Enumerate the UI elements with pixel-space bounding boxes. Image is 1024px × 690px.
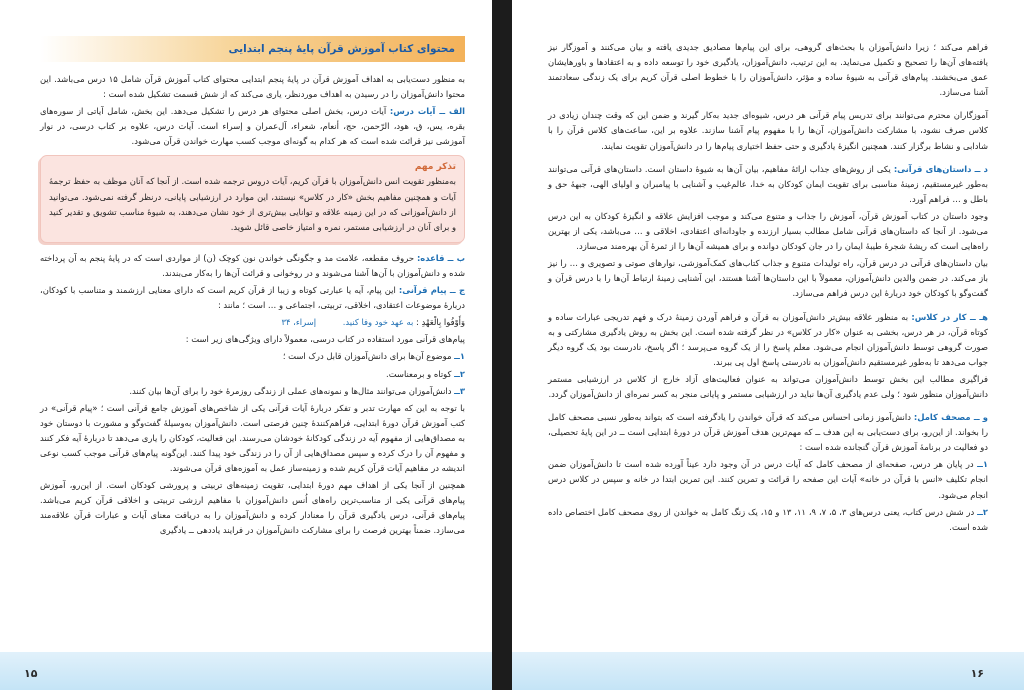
footer-strip (0, 652, 492, 690)
feature-2-text: کوتاه و برمعناست. (386, 368, 452, 379)
section-d-body: یکی از روش‌های جذاب ارائهٔ مفاهیم، بیان آن‌ها به شیوهٔ داستان است. داستان‌های قرآنی می‌توانند به‌طور غیرمستقیم، زمینهٔ مناسبی برای تقویت ایمان کودکان به خدا، عالم‌غیب و آشنایی با پیامبران و اولیای الهی، جبههٔ حق و باطل و … فراهم آورد. (548, 163, 988, 204)
features-intro: پیام‌های قرآنی مورد استفاده در کتاب درسی، معمولاً دارای ویژگی‌های زیر است : (185, 334, 465, 345)
stories-paragraph: وجود داستان در کتاب آموزش قرآن، آموزش را جذاب و متنوع می‌کند و موجب افزایش علاقه و انگیزهٔ کودکان به این درس می‌شود. از آنجا که داستان‌های قرآنی شامل مطالب بسیار ارزنده و جاودانه‌ای اعتقادی، اخلاقی و … می‌باشد، یکی از بهترین راه‌هایی است که ریشهٔ شجرهٔ طیبهٔ ایمان را در جان کودکان دوانده و برای همیشه آن‌ها را از ثمرهٔ آن بهره‌مند می‌سازد. (548, 210, 988, 252)
verse-translation: به عهد خود وفا کنید. (342, 317, 414, 328)
page-16 (512, 0, 1024, 690)
section-b-body: حروف مقطعه، علامت مد و جگونگی خواندن نون کوچک (ن) از مواردی است که در پایهٔ پنجم به آن پرداخته شده و دانش‌آموزان با آن‌ها آشنا می‌شوند و در روخوانی و قرائت آن‌ها را به‌کار می‌بندند. (40, 252, 465, 278)
section-f-lead: و ــ مصحف کامل: (913, 412, 988, 423)
section-b-lead: ب ــ قاعده: (416, 252, 465, 263)
class-work-paragraph: فراگیری مطالب این بخش توسط دانش‌آموزان می‌تواند به عنوان فعالیت‌های آزاد خارج از کلاس در ارزشیابی مستمر دانش‌آموزان منظور شود ؛ ولی عدم یادگیری آن‌ها نباید در ارزشیابی مستمر و پایانی منجر به کسر نمره‌ای از دانش‌آموزان گردد. (548, 373, 988, 399)
tadabbor-paragraph: با توجه به این که مهارت تدبر و تفکر دربارهٔ آیات قرآنی یکی از شاخص‌های آموزش جامع قرآنی است ؛ «پیام قرآنی» در کتب آموزش قرآن دورهٔ ابتدایی، فراهم‌کنندهٔ چنین فرصتی است. دانش‌آموزان به‌وسیلهٔ گفت‌وگو و مشورت با دوستان خود به مصداق‌هایی از مفهوم آیه در زندگی کودکانهٔ خودشان می‌رسند. این فعالیت، کودکان را یاری می‌دهد تا دربارهٔ آیه فکر کنند و مفهوم آن را درک کرده و سپس مصداق‌هایی از آن را در زندگی خود پیدا کنند. این‌گونه پیام‌های قرآنی موجب کسب نوعی اندیشه در مفاهیم آیات قرآن کریم شده و زمینه‌ساز عمل به آموزه‌های قرآن می‌شوند. (40, 402, 465, 474)
note-title: تذکر مهم (414, 162, 456, 173)
page-15-content (40, 36, 465, 541)
section-a-paragraph (40, 104, 465, 149)
section-a-lead: الف ــ آیات درس: (389, 106, 465, 117)
section-c-body: این پیام، آیه یا عبارتی کوتاه و زیبا از قرآن کریم است که دارای معنایی ارزشمند و متناسب با کودکان، دربارهٔ موضوعات اعتقادی، اخلاقی، تربیتی، اجتماعی و … است ؛ مانند : (40, 285, 465, 311)
feature-3-number: ۳ــ (454, 385, 465, 396)
page-16-content (548, 40, 988, 537)
feature-item-3 (40, 384, 465, 399)
page-15 (0, 0, 492, 690)
feature-1-text: موضوع آن‌ها برای دانش‌آموزان قابل درک است ؛ (282, 351, 452, 362)
page-number: ۱۵ (24, 667, 38, 680)
feature-item-1 (40, 349, 465, 364)
feature-3-text: دانش‌آموزان می‌توانند مثال‌ها و نمونه‌های عملی از زندگی روزمرهٔ خود را برای آن‌ها بیان کنند. (129, 385, 452, 396)
verse-reference: إسراء، ۳۴ (281, 317, 317, 328)
section-heading: محتوای کتاب آموزش قرآن پایهٔ پنجم ابتدایی (40, 36, 465, 62)
section-d-paragraph (548, 162, 988, 207)
mushaf-item-1 (548, 457, 988, 502)
section-f-paragraph (548, 410, 988, 455)
important-note-box (40, 155, 465, 242)
section-d-lead: د ــ داستان‌های قرآنی: (893, 163, 988, 174)
book-gutter (492, 0, 512, 690)
item-1-number: ۱ــ (977, 459, 988, 470)
footer-strip (512, 652, 1024, 690)
intro-paragraph: به منظور دست‌یابی به اهداف آموزش قرآن در پایهٔ پنجم ابتدایی محتوای کتاب آموزش قرآن شامل ۱۵ درس می‌باشد. این محتوا دانش‌آموزان را در رسیدن به اهداف موردنظر، یاری می‌کند که از شش قسمت تشکیل شده است : (40, 74, 465, 100)
verse-line (40, 315, 465, 330)
section-a-body: آیات درس، بخش اصلی محتوای هر درس را تشکیل می‌دهد. این بخش، شامل آیاتی از سوره‌های بقره، یس، ق، هود، الرّحمن، حج، أنعام، شعراء، آل‌عمران و إسراء است. آیات درس، علاوه بر کتاب درسی، در نوار آموزشی نیز قرائت شده است که هر کدام به گونه‌ای موجب کسب مهارت خواندن قرآن می‌شود. (40, 106, 465, 147)
feature-1-number: ۱ــ (454, 351, 465, 362)
item-1-text: در پایان هر درس، صفحه‌ای از مصحف کامل که آیات درس در آن وجود دارد عیناً آورده شده است تا دانش‌آموزان ضمن انجام تکلیف «انس با قرآن در خانه» آیات این صفحه را قرائت و تمرین کنند. این تمرین ابتدا در خانه و سپس در کلاس درس انجام می‌شود. (548, 459, 988, 500)
top-paragraph: فراهم می‌کند ؛ زیرا دانش‌آموزان با بحث‌های گروهی، برای این پیام‌ها مصادیق جدیدی یافته و بیان می‌کنند و آموزگار نیز یافته‌های آن‌ها را تصحیح و تکمیل می‌نماید. به این ترتیب، دانش‌آموزان، یادگیری خود را توسعه داده و به اعتقادها و باورهایشان عمق می‌بخشند. پیام‌های قرآنی به شیوهٔ ساده و مؤثر، دانش‌آموزان را با خطوط اصلی قرآن کریم برای یک زندگی سعادتمند آشنا می‌سازد. (548, 42, 988, 98)
feature-item-2 (40, 367, 465, 382)
section-e-paragraph (548, 310, 988, 370)
verse-text: وَأَوْفُوا بِالْعَهْدِ : (416, 317, 465, 328)
page-number: ۱۶ (970, 667, 984, 680)
section-e-body: به منظور علاقه بیش‌تر دانش‌آموزان به قرآن و فراهم آوردن زمینهٔ درک و فهم تدریجی عبارات ساده و کوتاه قرآن، در هر درس، بخشی به عنوان «کار در کلاس» در نظر گرفته شده است. این بخش به روش یادگیری مشارکتی و به صورت گروهی توسط دانش‌آموزان انجام می‌شود. معلم پاسخ را از یک گروه می‌پرسد ؛ اگر پاسخ، نادرست بود یک گروه دیگر جواب می‌دهد تا به‌طور غیرمستقیم دانش‌آموزان به نادرستی پاسخ اول پی ببرند. (548, 311, 988, 367)
section-b-paragraph (40, 251, 465, 281)
feature-2-number: ۲ــ (454, 368, 465, 379)
note-body: به‌منظور تقویت انس دانش‌آموزان با قرآن کریم، آیات دروس ترجمه شده است. از آنجا که آنان موظف به حفظ ترجمهٔ آیات و همچنین مفاهیم بخش «کار در کلاس» نیستند، این موارد در ارزشیابی پایانی، درنظر گرفته نمی‌شود. می‌توانید از دانش‌آموزانی که در این زمینه علاقه و توانایی بیش‌تری از خود نشان می‌دهند، به شیوهٔ مناسب تشویق و تقدیر کنید و برای آنان در ارزشیابی مستمر، نمره و امتیاز خاصی قائل شوید. (49, 176, 456, 232)
section-c-lead: ج ــ پیام قرآنی: (398, 285, 465, 296)
tarbiyat-paragraph: همچنین از آنجا یکی از اهداف مهم دورهٔ ابتدایی، تقویت زمینه‌های تربیتی و پرورشی کودکان است. از این‌رو، آموزش پیام‌های قرآنی یکی از مناسب‌ترین راه‌های اُنس دانش‌آموزان با مفاهیم ارزشی تربیتی و اخلاقی قرآن کریم می‌باشد. پیام‌های قرآنی، درس یادگیری قرآن را معنادار کرده و دانش‌آموزان را به دریافت معنای آیات و عبارات قرآن علاقه‌مند می‌سازد. ضمناً بهترین فرصت را برای مشارکت دانش‌آموزان در فرایند یاددهی ــ یادگیری (40, 480, 465, 536)
stories-paragraph-2: بیان داستان‌های قرآنی در درس قرآن، راه تولیدات متنوع و جذاب کتاب‌های کمک‌آموزشی، نوارهای صوتی و تصویری و … را نیز باز می‌کند. در ضمن والدین دانش‌آموزان، معمولاً با این داستان‌ها آشنا هستند، این آشنایی زمینهٔ ارتباط آن‌ها را با درس قرآن و گفت‌وگو با کودکان خود دربارهٔ این درس فراهم می‌سازد. (548, 258, 988, 299)
teachers-paragraph: آموزگاران محترم می‌توانند برای تدریس پیام قرآنی هر درس، شیوه‌ای جدید به‌کار گیرند و ضمن این که وقت چندان زیادی در کلاس صرف نشود، با مشارکت دانش‌آموزان، آن‌ها را با مفهوم پیام آشنا سازند. علاوه بر این، ساعت‌های کلاس قرآن را با شادابی و نشاط برگزار کنند. همچنین انگیزهٔ یادگیری و حتی حفظ اختیاری پیام‌ها را در دانش‌آموزان تقویت نمایند. (548, 110, 988, 151)
section-f-body: دانش‌آموز زمانی احساس می‌کند که قرآن خواندن را یادگرفته است که بتواند به‌طور نسبی مصحف کامل را بخواند. از این‌رو، برای دست‌یابی به این هدف ــ که مهم‌ترین هدف آموزش قرآن در دورهٔ ابتدایی است ــ در این پایهٔ تحصیلی، دو فعالیت در برنامهٔ آموزش قرآن گنجانده شده است : (548, 412, 988, 453)
section-c-paragraph (40, 283, 465, 313)
mushaf-item-2 (548, 505, 988, 535)
item-2-text: در شش درس کتاب، یعنی درس‌های ۳، ۵، ۷، ۹، ۱۱، ۱۳ و ۱۵، یک زنگ کامل به خواندن از روی مصحف کامل اختصاص داده شده است. (548, 506, 988, 532)
item-2-number: ۲ــ (977, 506, 989, 517)
section-e-lead: هـ ــ کار در کلاس: (911, 311, 988, 322)
